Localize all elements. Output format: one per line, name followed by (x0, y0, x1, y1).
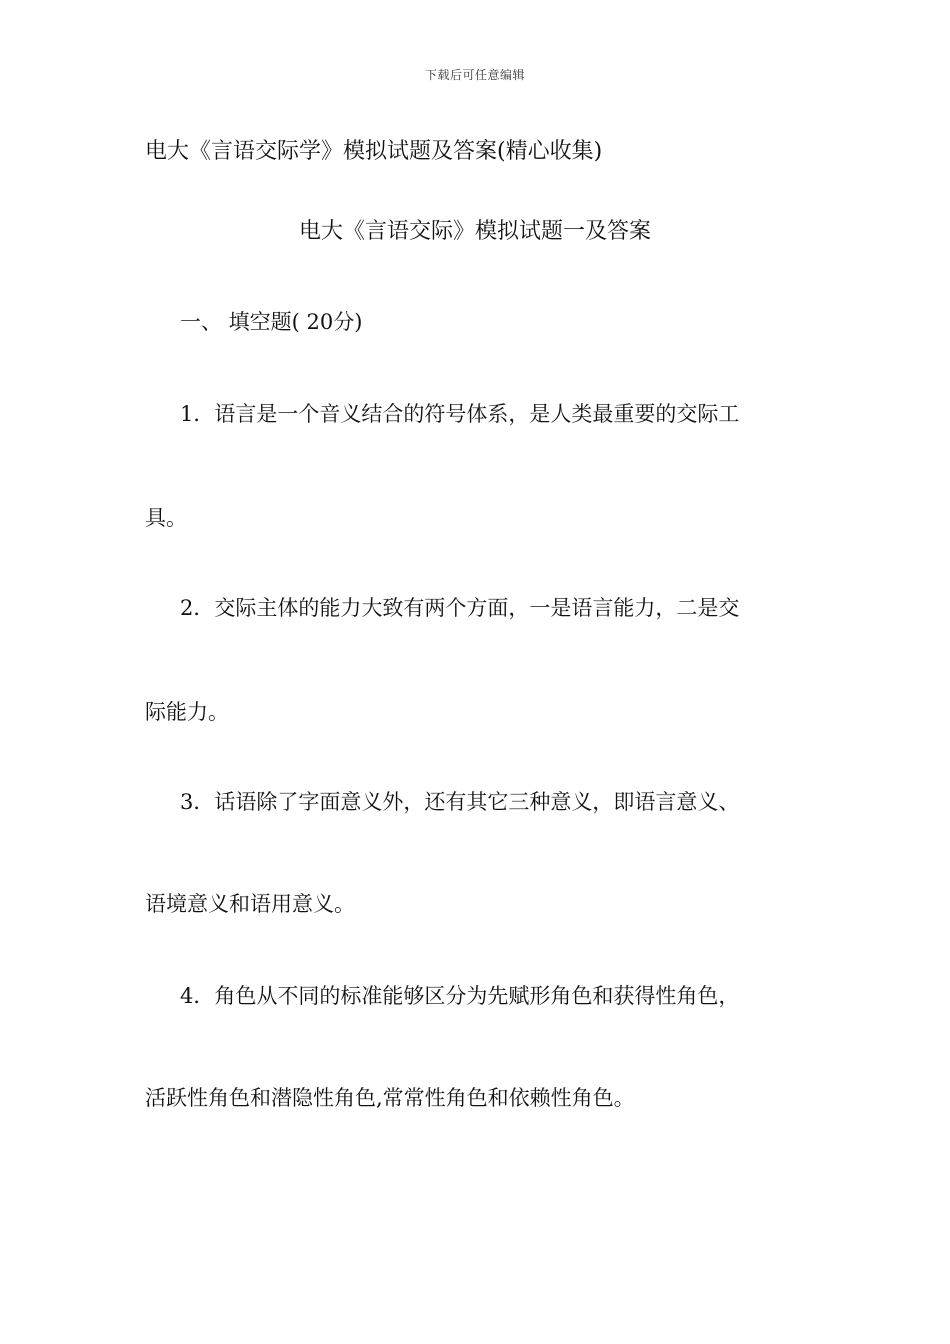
question-3-line-1: 3．话语除了字面意义外，还有其它三种意义，即语言意义、 (180, 790, 740, 814)
document-subtitle: 电大《言语交际》模拟试题一及答案 (298, 219, 651, 244)
question-2-line-2: 际能力。 (145, 700, 229, 724)
question-3-line-2: 语境意义和语用意义。 (145, 892, 355, 916)
question-1-line-1: 1．语言是一个音义结合的符号体系，是人类最重要的交际工 (180, 402, 740, 426)
section-heading: 一、 填空题( 20分) (180, 310, 363, 334)
header-note: 下载后可任意编辑 (424, 68, 525, 82)
document-title: 电大《言语交际学》模拟试题及答案(精心收集) (145, 139, 603, 164)
question-1-line-2: 具。 (145, 506, 187, 530)
question-2-line-1: 2．交际主体的能力大致有两个方面，一是语言能力，二是交 (180, 596, 740, 620)
question-4-line-2: 活跃性角色和潜隐性角色,常常性角色和依赖性角色。 (145, 1086, 635, 1110)
question-4-line-1: 4．角色从不同的标准能够区分为先赋形角色和获得性角色， (180, 984, 740, 1008)
